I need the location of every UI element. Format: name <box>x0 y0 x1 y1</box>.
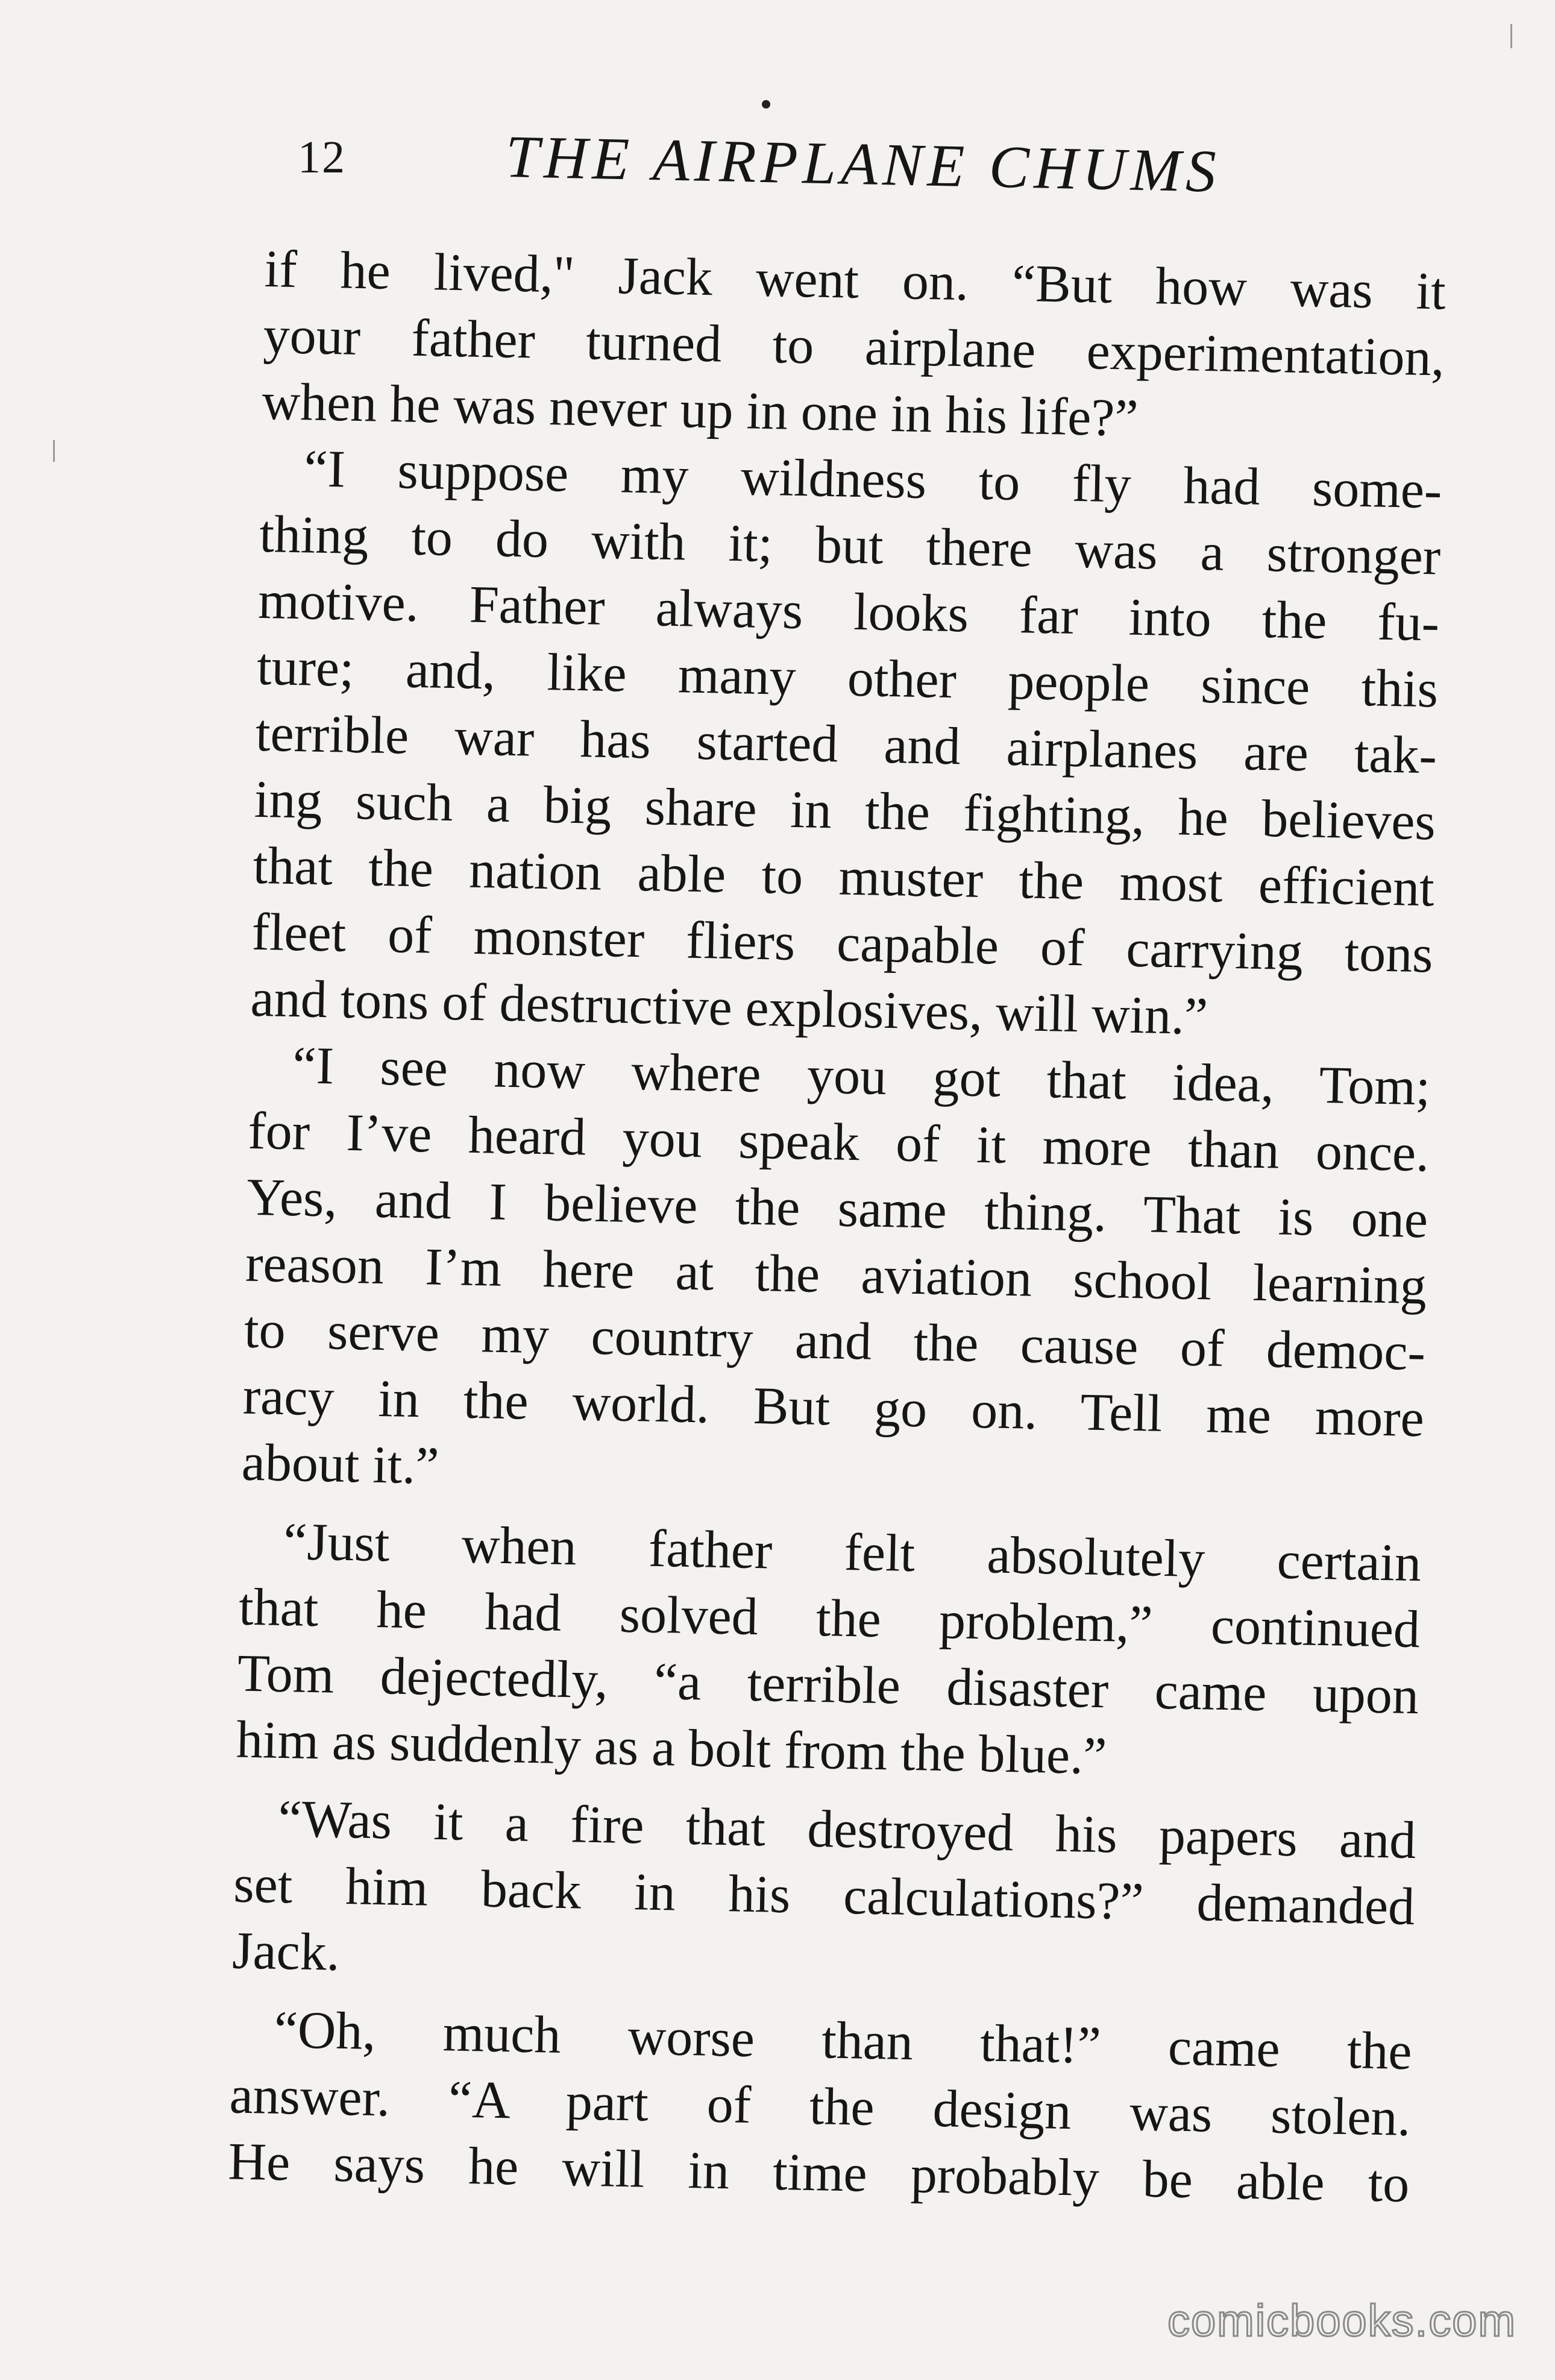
text-line: that the nation able to muster the most efficient <box>253 836 1435 918</box>
paragraph <box>228 1996 1413 2218</box>
watermark: comicbooks.com <box>1167 2296 1516 2346</box>
text-line: your father turned to airplane experimentation, <box>262 306 1445 388</box>
text-line: “I suppose my wildness to fly had some- <box>303 439 1443 520</box>
text-line: for I’ve heard you speak of it more than once. <box>247 1101 1430 1183</box>
text-line: He says he will in time probably be able to <box>227 2132 1410 2214</box>
paragraph <box>231 1786 1416 2007</box>
text-line: to serve my country and the cause of democ- <box>243 1300 1426 1382</box>
text-line: thing to do with it; but there was a stronger <box>259 505 1442 587</box>
text-line: racy in the world. But go on. Tell me more <box>242 1367 1425 1449</box>
text-line: Tom dejectedly, “a terrible disaster came upon <box>237 1644 1419 1726</box>
text-line: him as suddenly as a bolt from the blue.” <box>236 1710 1108 1786</box>
page-number: 12 <box>298 132 346 183</box>
text-line: ture; and, like many other people since this <box>256 637 1439 719</box>
text-line: “Was it a fire that destroyed his papers and <box>277 1789 1417 1871</box>
text-line: if he lived," Jack went on. “But how was it <box>264 239 1447 321</box>
text-line: about it.” <box>241 1433 440 1496</box>
text-line: that he had solved the problem,” continued <box>238 1578 1421 1660</box>
text-line: Yes, and I believe the same thing. That is one <box>246 1168 1428 1250</box>
body-text <box>228 236 1447 2218</box>
ink-speck <box>762 100 770 109</box>
text-line: Jack. <box>231 1921 341 1982</box>
text-line: “I see now where you got that idea, Tom; <box>292 1036 1431 1117</box>
page-header <box>292 118 1274 209</box>
text-line: answer. “A part of the design was stolen. <box>228 2066 1412 2148</box>
text-line: reason I’m here at the aviation school learning <box>245 1234 1427 1316</box>
text-line: terrible war has started and airplanes are tak- <box>255 704 1437 785</box>
text-line: ing such a big share in the fighting, he believes <box>254 770 1436 852</box>
right-edge-mark <box>1510 24 1512 48</box>
paragraph <box>236 1508 1422 1796</box>
text-line: fleet of monster fliers capable of carrying tons <box>251 902 1434 984</box>
text-line: and tons of destructive explosives, will win.” <box>250 969 1208 1047</box>
text-line: motive. Father always looks far into the fu- <box>257 571 1440 653</box>
text-line: when he was never up in one in his life?” <box>261 372 1139 448</box>
paragraph <box>250 435 1443 1054</box>
paragraph <box>262 236 1447 458</box>
text-line: “Oh, much worse than that!” came the <box>273 2000 1413 2082</box>
left-edge-mark <box>53 440 55 462</box>
text-line: “Just when father felt absolutely certain <box>283 1512 1422 1593</box>
text-line: set him back in his calculations?” demanded <box>233 1855 1416 1937</box>
paragraph <box>241 1032 1431 1519</box>
running-head: THE AIRPLANE CHUMS <box>504 123 1222 205</box>
